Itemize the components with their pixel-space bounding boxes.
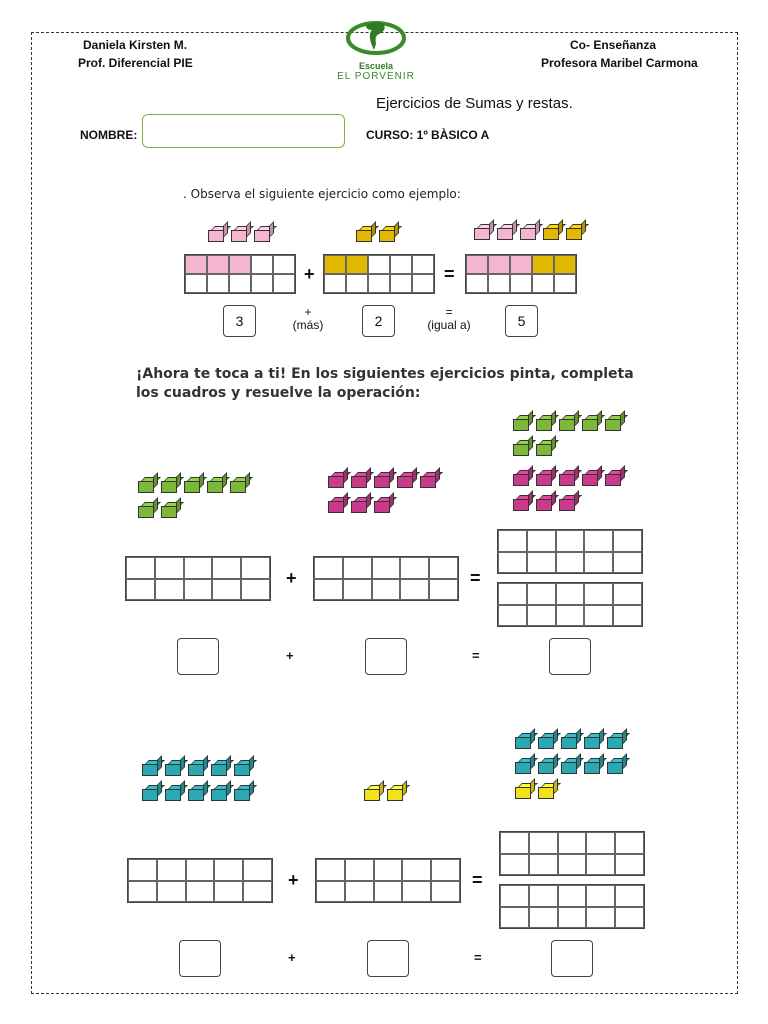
unit-cube-icon <box>138 502 158 518</box>
grid-cell[interactable] <box>316 859 345 881</box>
grid-cell[interactable] <box>429 557 458 579</box>
logo-text-porvenir: EL PORVENIR <box>337 71 415 82</box>
exercise2-equals-small: = <box>474 950 482 965</box>
unit-cube-icon <box>607 733 627 749</box>
exercise2-cubes-result-row2 <box>515 758 630 774</box>
example-box-b: 2 <box>362 305 395 337</box>
exercise1-cubes-result-row3 <box>513 470 628 486</box>
grid-cell[interactable] <box>402 859 431 881</box>
unit-cube-icon <box>351 497 371 513</box>
grid-cell[interactable] <box>527 552 556 574</box>
unit-cube-icon <box>165 785 185 801</box>
grid-cell[interactable] <box>243 859 272 881</box>
unit-cube-icon <box>364 785 384 801</box>
grid-cell <box>185 274 207 293</box>
grid-cell[interactable] <box>241 557 270 579</box>
unit-cube-icon <box>207 477 227 493</box>
grid-cell[interactable] <box>316 881 345 903</box>
exercise1-answer-result[interactable] <box>549 638 591 675</box>
exercise2-cubes-a-row1 <box>142 760 257 776</box>
grid-cell[interactable] <box>126 579 155 601</box>
exercise2-answer-b[interactable] <box>367 940 409 977</box>
teacher-name-right: Co- Enseñanza <box>570 38 657 52</box>
grid-cell[interactable] <box>186 881 215 903</box>
teacher-role-right: Profesora Maribel Carmona <box>541 56 698 70</box>
grid-cell <box>185 255 207 274</box>
exercise2-plus: + <box>288 870 299 890</box>
unit-cube-icon <box>538 733 558 749</box>
grid-cell[interactable] <box>584 530 613 552</box>
grid-cell[interactable] <box>372 579 401 601</box>
example-box-result: 5 <box>505 305 538 337</box>
exercise2-grid-result-1[interactable] <box>499 831 645 876</box>
exercise1-cubes-result-row4 <box>513 495 582 511</box>
grid-cell <box>346 255 368 274</box>
grid-cell[interactable] <box>155 557 184 579</box>
grid-cell[interactable] <box>498 552 527 574</box>
exercise2-answer-result[interactable] <box>551 940 593 977</box>
grid-cell <box>510 255 532 274</box>
unit-cube-icon <box>328 497 348 513</box>
grid-cell[interactable] <box>374 881 403 903</box>
exercise-instruction-line1: ¡Ahora te toca a ti! En los siguientes ejercicios pinta, completa <box>136 366 634 382</box>
grid-cell[interactable] <box>314 557 343 579</box>
unit-cube-icon <box>328 472 348 488</box>
nombre-input[interactable] <box>142 114 345 148</box>
unit-cube-icon <box>605 415 625 431</box>
unit-cube-icon <box>607 758 627 774</box>
unit-cube-icon <box>584 733 604 749</box>
grid-cell[interactable] <box>402 881 431 903</box>
unit-cube-icon <box>188 760 208 776</box>
unit-cube-icon <box>234 760 254 776</box>
exercise1-plus-small: + <box>286 648 294 663</box>
exercise2-cubes-result-row3 <box>515 783 561 799</box>
grid-cell[interactable] <box>429 579 458 601</box>
unit-cube-icon <box>142 785 162 801</box>
grid-cell[interactable] <box>613 552 642 574</box>
grid-cell <box>207 255 229 274</box>
unit-cube-icon <box>536 440 556 456</box>
grid-cell <box>390 274 412 293</box>
grid-cell <box>229 274 251 293</box>
grid-cell <box>390 255 412 274</box>
grid-cell[interactable] <box>498 583 527 605</box>
exercise2-grid-result-2[interactable] <box>499 884 645 929</box>
grid-cell <box>324 274 346 293</box>
exercise2-plus-small: + <box>288 950 296 965</box>
unit-cube-icon <box>536 495 556 511</box>
example-equals-word: (igual a) <box>427 318 471 332</box>
grid-cell <box>532 274 554 293</box>
unit-cube-icon <box>536 415 556 431</box>
exercise1-cubes-a-row1 <box>138 477 253 493</box>
grid-cell <box>554 255 576 274</box>
unit-cube-icon <box>142 760 162 776</box>
exercise1-cubes-result-row1 <box>513 415 628 431</box>
unit-cube-icon <box>184 477 204 493</box>
example-instruction: . Observa el siguiente ejercicio como ejemplo: <box>183 187 461 201</box>
grid-cell[interactable] <box>615 885 644 907</box>
unit-cube-icon <box>582 470 602 486</box>
grid-cell[interactable] <box>556 552 585 574</box>
grid-cell[interactable] <box>500 854 529 876</box>
exercise2-equals: = <box>472 870 483 890</box>
exercise1-equals-small: = <box>472 648 480 663</box>
grid-cell[interactable] <box>498 605 527 627</box>
unit-cube-icon <box>138 477 158 493</box>
unit-cube-icon <box>605 470 625 486</box>
exercise1-answer-a[interactable] <box>177 638 219 675</box>
unit-cube-icon <box>520 224 540 240</box>
exercise2-cubes-result-row1 <box>515 733 630 749</box>
unit-cube-icon <box>211 785 231 801</box>
grid-cell[interactable] <box>558 885 587 907</box>
grid-cell[interactable] <box>498 530 527 552</box>
grid-cell[interactable] <box>212 579 241 601</box>
unit-cube-icon <box>566 224 586 240</box>
unit-cube-icon <box>543 224 563 240</box>
grid-cell[interactable] <box>527 530 556 552</box>
example-cubes-a <box>208 226 277 242</box>
nombre-label: NOMBRE: <box>80 128 138 142</box>
example-cubes-b <box>356 226 402 242</box>
grid-cell <box>412 255 434 274</box>
grid-cell[interactable] <box>372 557 401 579</box>
grid-cell[interactable] <box>529 885 558 907</box>
example-plus-symbol: + <box>304 305 312 319</box>
unit-cube-icon <box>584 758 604 774</box>
grid-cell[interactable] <box>615 854 644 876</box>
unit-cube-icon <box>559 415 579 431</box>
unit-cube-icon <box>513 495 533 511</box>
grid-cell[interactable] <box>500 885 529 907</box>
exercise1-answer-b[interactable] <box>365 638 407 675</box>
grid-cell <box>532 255 554 274</box>
grid-cell[interactable] <box>431 859 460 881</box>
grid-cell[interactable] <box>613 530 642 552</box>
curso-label: CURSO: 1º BÀSICO A <box>366 128 490 142</box>
grid-cell[interactable] <box>584 605 613 627</box>
example-plus-small <box>286 306 330 332</box>
unit-cube-icon <box>254 226 274 242</box>
example-cubes-result <box>474 224 589 240</box>
grid-cell[interactable] <box>314 579 343 601</box>
grid-cell <box>368 274 390 293</box>
unit-cube-icon <box>351 472 371 488</box>
teacher-name-left: Daniela Kirsten M. <box>83 38 188 52</box>
grid-cell[interactable] <box>558 832 587 854</box>
exercise1-plus: + <box>286 568 297 588</box>
grid-cell[interactable] <box>613 605 642 627</box>
unit-cube-icon <box>165 760 185 776</box>
unit-cube-icon <box>208 226 228 242</box>
grid-cell[interactable] <box>241 579 270 601</box>
teacher-role-left: Prof. Diferencial PIE <box>78 56 193 70</box>
grid-cell <box>251 255 273 274</box>
grid-cell[interactable] <box>584 552 613 574</box>
unit-cube-icon <box>559 495 579 511</box>
exercise1-cubes-a-row2 <box>138 502 184 518</box>
grid-cell <box>466 274 488 293</box>
exercise1-cubes-b-row2 <box>328 497 397 513</box>
grid-cell[interactable] <box>527 583 556 605</box>
grid-cell[interactable] <box>558 854 587 876</box>
school-logo <box>336 18 416 82</box>
grid-cell[interactable] <box>431 881 460 903</box>
unit-cube-icon <box>356 226 376 242</box>
exercise1-cubes-result-row2 <box>513 440 559 456</box>
grid-cell[interactable] <box>214 859 243 881</box>
grid-cell[interactable] <box>155 579 184 601</box>
example-grid-a <box>184 254 296 294</box>
example-equals-small <box>418 306 480 332</box>
unit-cube-icon <box>559 470 579 486</box>
grid-cell[interactable] <box>400 579 429 601</box>
grid-cell <box>273 255 295 274</box>
unit-cube-icon <box>420 472 440 488</box>
grid-cell[interactable] <box>184 557 213 579</box>
grid-cell[interactable] <box>529 854 558 876</box>
unit-cube-icon <box>561 758 581 774</box>
unit-cube-icon <box>211 760 231 776</box>
exercise1-cubes-b-row1 <box>328 472 443 488</box>
grid-cell[interactable] <box>343 557 372 579</box>
grid-cell <box>368 255 390 274</box>
unit-cube-icon <box>474 224 494 240</box>
unit-cube-icon <box>582 415 602 431</box>
unit-cube-icon <box>513 440 533 456</box>
grid-cell[interactable] <box>527 605 556 627</box>
exercise2-answer-a[interactable] <box>179 940 221 977</box>
grid-cell <box>510 274 532 293</box>
grid-cell[interactable] <box>615 907 644 929</box>
grid-cell <box>466 255 488 274</box>
grid-cell[interactable] <box>556 583 585 605</box>
exercise-instruction-line2: los cuadros y resuelve la operación: <box>136 385 421 401</box>
unit-cube-icon <box>374 497 394 513</box>
grid-cell[interactable] <box>556 530 585 552</box>
grid-cell <box>324 255 346 274</box>
page-title: Ejercicios de Sumas y restas. <box>376 95 573 112</box>
unit-cube-icon <box>515 783 535 799</box>
grid-cell[interactable] <box>558 907 587 929</box>
grid-cell[interactable] <box>157 859 186 881</box>
unit-cube-icon <box>538 783 558 799</box>
grid-cell[interactable] <box>586 885 615 907</box>
grid-cell[interactable] <box>529 907 558 929</box>
grid-cell[interactable] <box>243 881 272 903</box>
grid-cell <box>251 274 273 293</box>
example-box-a: 3 <box>223 305 256 337</box>
exercise2-grid-a[interactable] <box>127 858 273 903</box>
unit-cube-icon <box>379 226 399 242</box>
grid-cell[interactable] <box>186 859 215 881</box>
grid-cell[interactable] <box>400 557 429 579</box>
unit-cube-icon <box>513 470 533 486</box>
grid-cell[interactable] <box>500 832 529 854</box>
unit-cube-icon <box>234 785 254 801</box>
unit-cube-icon <box>230 477 250 493</box>
grid-cell <box>412 274 434 293</box>
grid-cell[interactable] <box>529 832 558 854</box>
unit-cube-icon <box>374 472 394 488</box>
exercise1-grid-result-2[interactable] <box>497 582 643 627</box>
unit-cube-icon <box>161 477 181 493</box>
grid-cell[interactable] <box>126 557 155 579</box>
example-grid-result <box>465 254 577 294</box>
exercise1-grid-a[interactable] <box>125 556 271 601</box>
grid-cell <box>488 274 510 293</box>
exercise2-grid-b[interactable] <box>315 858 461 903</box>
grid-cell <box>488 255 510 274</box>
grid-cell <box>346 274 368 293</box>
unit-cube-icon <box>497 224 517 240</box>
unit-cube-icon <box>397 472 417 488</box>
grid-cell[interactable] <box>345 881 374 903</box>
grid-cell[interactable] <box>128 859 157 881</box>
grid-cell[interactable] <box>613 583 642 605</box>
example-grid-b <box>323 254 435 294</box>
grid-cell[interactable] <box>184 579 213 601</box>
unit-cube-icon <box>515 733 535 749</box>
grid-cell[interactable] <box>500 907 529 929</box>
unit-cube-icon <box>561 733 581 749</box>
grid-cell[interactable] <box>556 605 585 627</box>
grid-cell <box>554 274 576 293</box>
unit-cube-icon <box>538 758 558 774</box>
grid-cell[interactable] <box>586 832 615 854</box>
exercise1-grid-b[interactable] <box>313 556 459 601</box>
exercise2-cubes-a-row2 <box>142 785 257 801</box>
unit-cube-icon <box>536 470 556 486</box>
unit-cube-icon <box>231 226 251 242</box>
grid-cell[interactable] <box>157 881 186 903</box>
grid-cell[interactable] <box>128 881 157 903</box>
exercise2-cubes-b-row1 <box>364 785 410 801</box>
unit-cube-icon <box>515 758 535 774</box>
grid-cell[interactable] <box>586 854 615 876</box>
example-equals-symbol: = <box>445 305 453 319</box>
grid-cell <box>229 255 251 274</box>
grid-cell[interactable] <box>214 881 243 903</box>
unit-cube-icon <box>387 785 407 801</box>
exercise1-equals: = <box>470 568 481 588</box>
grid-cell[interactable] <box>343 579 372 601</box>
grid-cell[interactable] <box>615 832 644 854</box>
school-logo-icon <box>344 18 408 56</box>
grid-cell[interactable] <box>584 583 613 605</box>
example-plus: + <box>304 264 315 284</box>
unit-cube-icon <box>188 785 208 801</box>
grid-cell[interactable] <box>374 859 403 881</box>
unit-cube-icon <box>513 415 533 431</box>
example-plus-word: (más) <box>292 318 324 332</box>
grid-cell[interactable] <box>345 859 374 881</box>
grid-cell <box>207 274 229 293</box>
unit-cube-icon <box>161 502 181 518</box>
grid-cell[interactable] <box>586 907 615 929</box>
logo-text-escuela: Escuela <box>358 61 394 71</box>
example-equals: = <box>444 264 455 284</box>
grid-cell[interactable] <box>212 557 241 579</box>
grid-cell <box>273 274 295 293</box>
exercise1-grid-result-1[interactable] <box>497 529 643 574</box>
